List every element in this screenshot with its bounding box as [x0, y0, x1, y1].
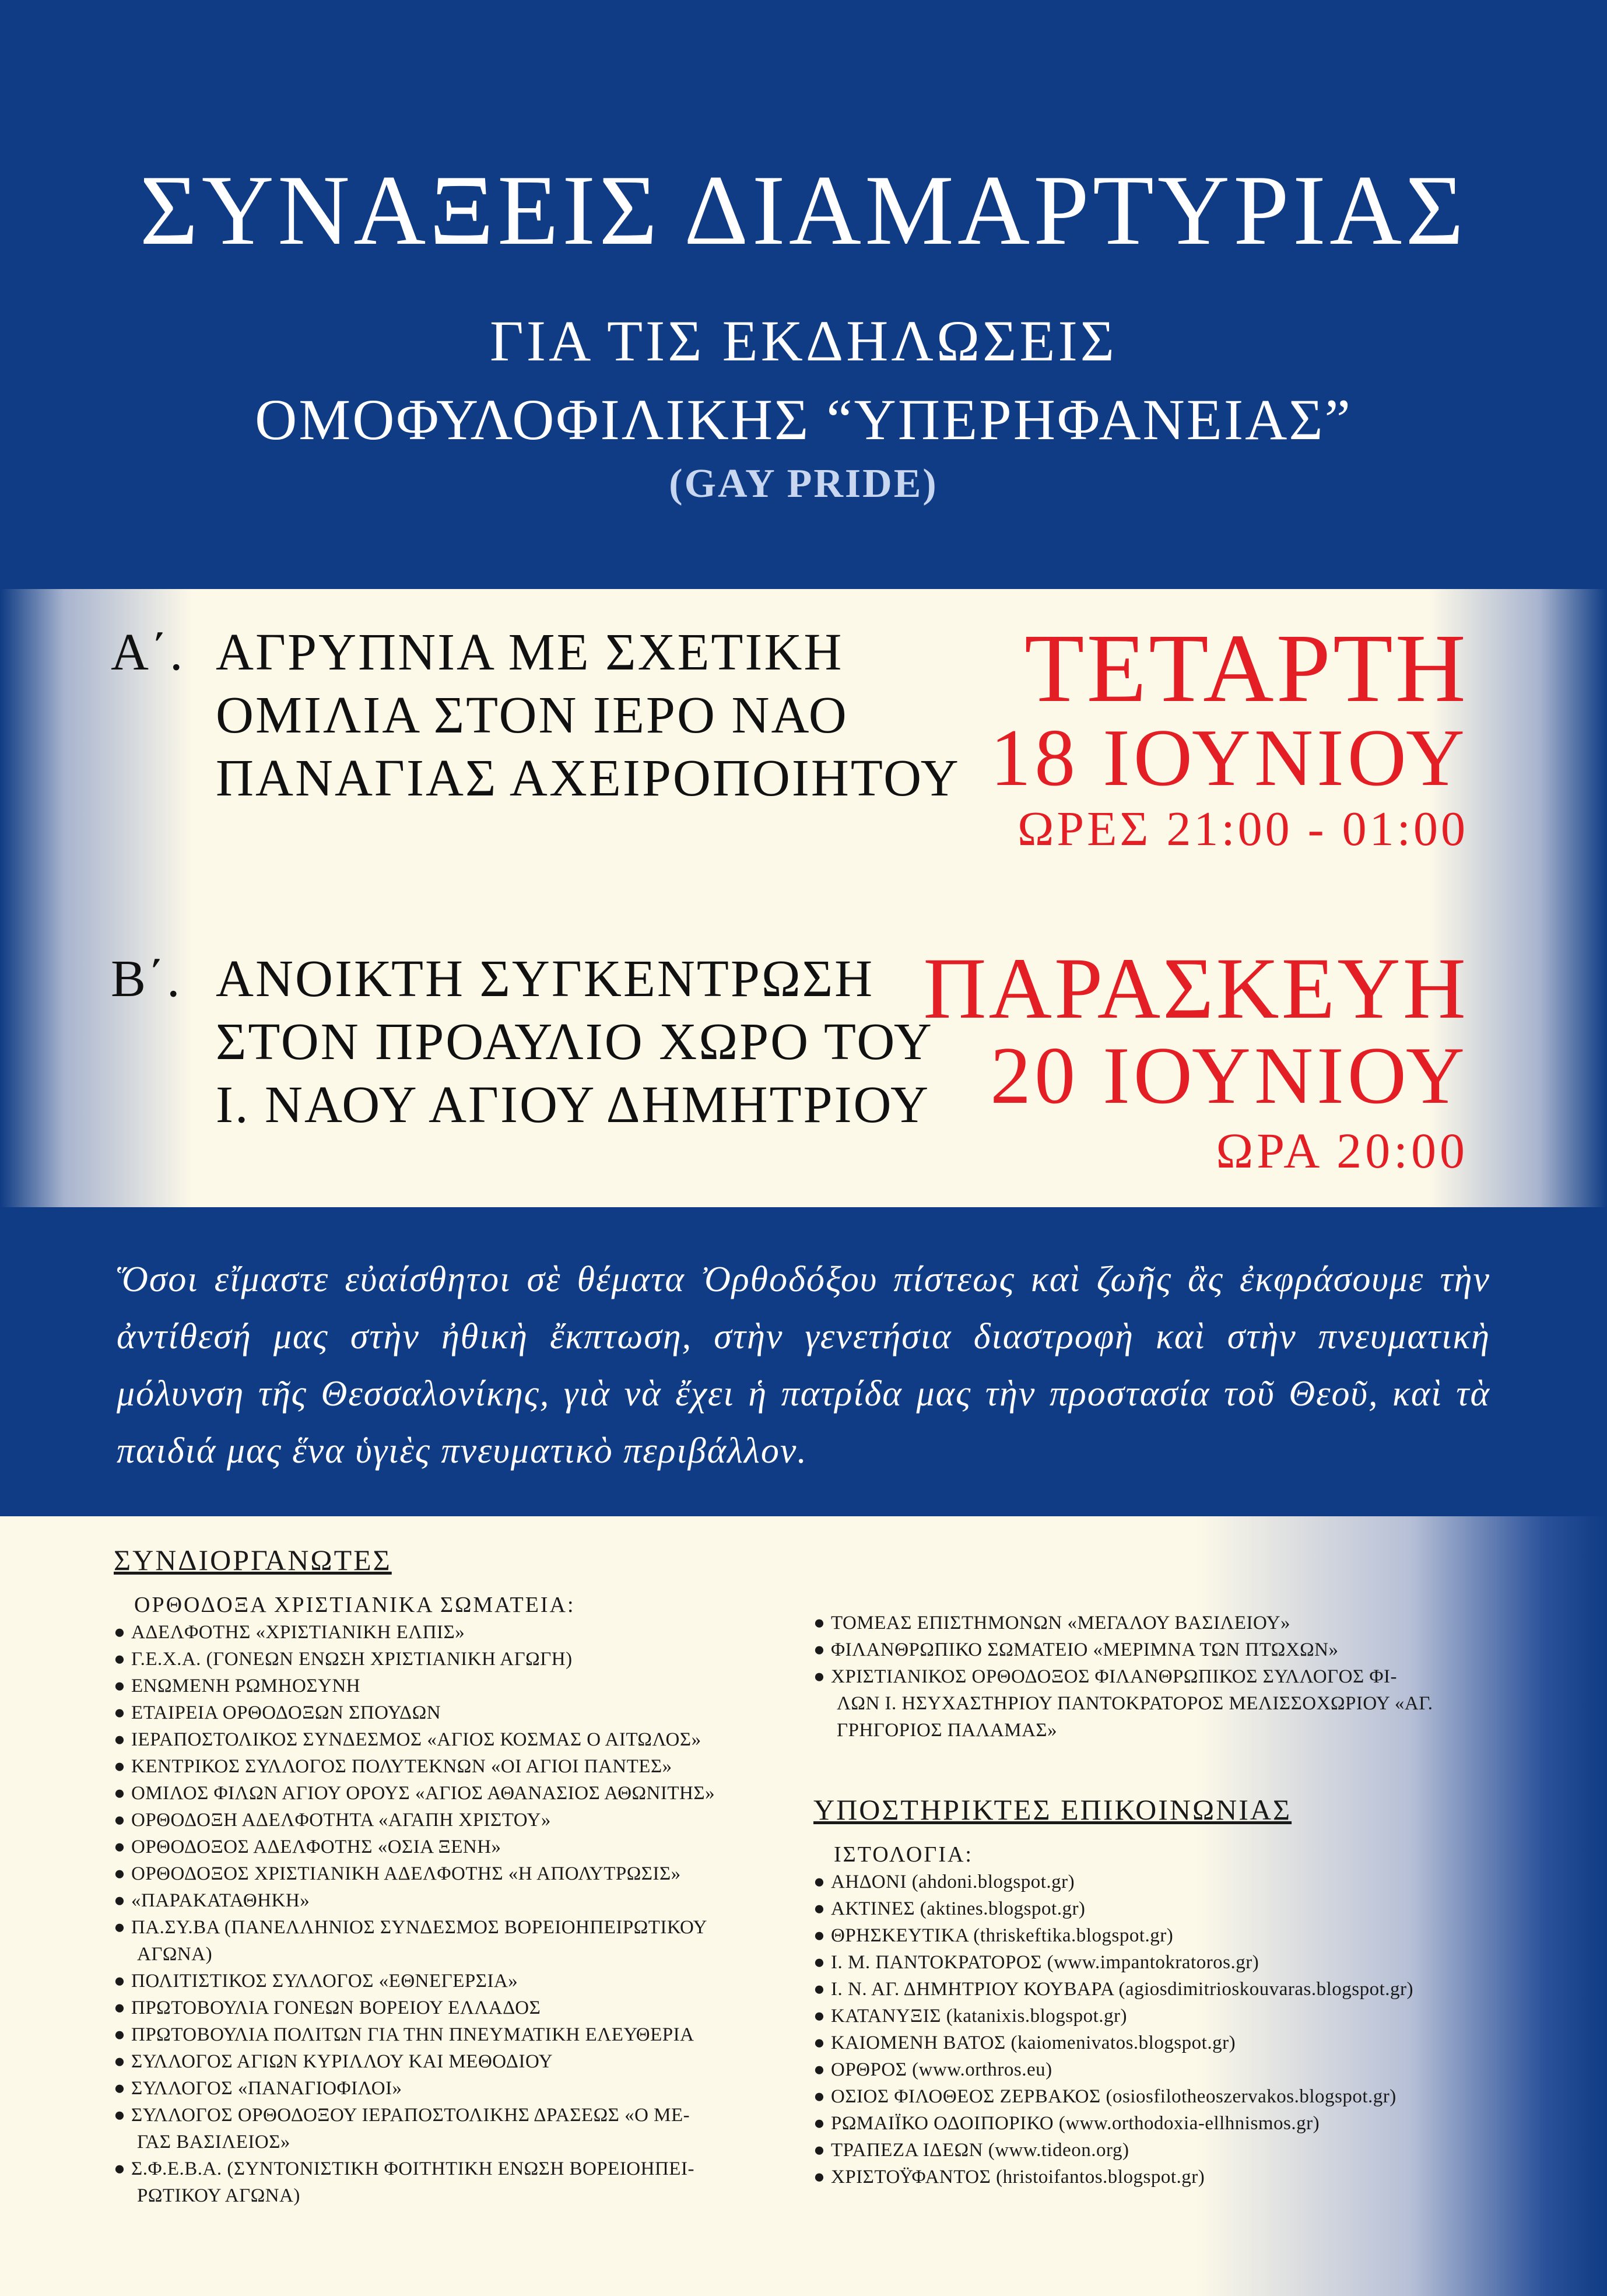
organizer-item-text: ΧΡΙΣΤΙΑΝΙΚΟΣ ΟΡΘΟΔΟΞΟΣ ΦΙΛΑΝΘΡΩΠΙΚΟΣ ΣΥΛΛΟΓΟΣ ΦΙ- [831, 1666, 1398, 1687]
organizer-item [114, 1726, 819, 1753]
bullet-icon: ● [114, 1783, 126, 1804]
supporter-item-text: ΑΚΤΙΝΕΣ (aktines.blogspot.gr) [831, 1898, 1086, 1919]
right-column [813, 1610, 1513, 2190]
bullet-icon: ● [114, 1702, 126, 1723]
bullet-icon: ● [813, 1639, 826, 1660]
event-a-description [111, 621, 960, 810]
bullet-icon: ● [114, 1836, 126, 1857]
organizer-item-text: ΚΕΝΤΡΙΚΟΣ ΣΥΛΛΟΓΟΣ ΠΟΛΥΤΕΚΝΩΝ «ΟΙ ΑΓΙΟΙ ΠΑΝΤΕΣ» [131, 1756, 672, 1777]
organizer-item-text: ΟΜΙΛΟΣ ΦΙΛΩΝ ΑΓΙΟΥ ΟΡΟΥΣ «ΑΓΙΟΣ ΑΘΑΝΑΣΙΟΣ ΑΘΩΝΙΤΗΣ» [131, 1783, 715, 1804]
subtitle-line-2: ΟΜΟΦΥΛΟΦΙΛΙΚΗΣ “ΥΠΕΡΗΦΑΝΕΙΑΣ” [255, 387, 1352, 452]
supporter-item-text: ΧΡΙΣΤΟΫΦΑΝΤΟΣ (hristoifantos.blogspot.gr) [831, 2167, 1205, 2188]
organizer-item-text: ΠΟΛΙΤΙΣΤΙΚΟΣ ΣΥΛΛΟΓΟΣ «ΕΘΝΕΓΕΡΣΙΑ» [131, 1971, 518, 1992]
bullet-icon: ● [114, 1622, 126, 1643]
event-b-date: 20 ΙΟΥΝΙΟΥ [990, 1030, 1468, 1121]
bullet-icon: ● [114, 2158, 126, 2179]
supporter-item-text: ΑΗΔΟΝΙ (ahdoni.blogspot.gr) [831, 1871, 1075, 1892]
supporter-item-text: ΤΡΑΠΕΖΑ ΙΔΕΩΝ (www.tideon.org) [831, 2140, 1129, 2161]
supporter-item [813, 2164, 1513, 2190]
organizer-item [114, 1968, 819, 1994]
organizer-item-text: Γ.Ε.Χ.Α. (ΓΟΝΕΩΝ ΕΝΩΣΗ ΧΡΙΣΤΙΑΝΙΚΗ ΑΓΩΓΗ) [131, 1649, 573, 1670]
event-b-line-1: ΑΝΟΙΚΤΗ ΣΥΓΚΕΝΤΡΩΣΗ [216, 950, 875, 1008]
bullet-icon: ● [114, 1890, 126, 1911]
event-a-date: 18 ΙΟΥΝΙΟΥ [990, 713, 1468, 803]
supporter-item-text: ΟΣΙΟΣ ΦΙΛΟΘΕΟΣ ΖΕΡΒΑΚΟΣ (osiosfilotheoszervakos.blogspot.gr) [831, 2086, 1397, 2107]
organizer-item-text: ΕΝΩΜΕΝΗ ΡΩΜΗΟΣΥΝΗ [131, 1675, 361, 1696]
organizer-item-text-continued: ΡΩΤΙΚΟΥ ΑΓΩΝΑ) [137, 2185, 300, 2206]
subtitle-line-3: (GAY PRIDE) [669, 461, 938, 506]
bullet-icon: ● [114, 1863, 126, 1884]
organizer-item [114, 1834, 819, 1860]
supporter-item [813, 2110, 1513, 2137]
supporter-item-text: ΟΡΘΡΟΣ (www.orthros.eu) [831, 2059, 1052, 2080]
organizer-item [114, 1699, 819, 1726]
bullet-icon: ● [114, 1810, 126, 1831]
organizer-item [813, 1663, 1513, 1744]
organizer-item-text-continued: ΛΩΝ Ι. ΗΣΥΧΑΣΤΗΡΙΟΥ ΠΑΝΤΟΚΡΑΤΟΡΟΣ ΜΕΛΙΣΣΟΧΩΡΙΟΥ «ΑΓ. ΓΡΗΓΟΡΙΟΣ ΠΑΛΑΜΑΣ» [837, 1693, 1433, 1741]
bullet-icon: ● [813, 2086, 826, 2107]
bullet-icon: ● [813, 2059, 826, 2080]
bullet-icon: ● [114, 1917, 126, 1938]
organizer-item [114, 2075, 819, 2102]
organizer-item [114, 1753, 819, 1780]
event-b-description [111, 948, 934, 1137]
bullet-icon: ● [114, 2078, 126, 2099]
event-b-line-3: Ι. ΝΑΟΥ ΑΓΙΟΥ ΔΗΜΗΤΡΙΟΥ [216, 1076, 931, 1134]
bullet-icon: ● [813, 2032, 826, 2053]
organizer-item-text: «ΠΑΡΑΚΑΤΑΘΗΚΗ» [131, 1890, 310, 1911]
organizer-item-text-continued: ΓΑΣ ΒΑΣΙΛΕΙΟΣ» [137, 2132, 290, 2153]
bullet-icon: ● [114, 1649, 126, 1670]
event-a-line-3: ΠΑΝΑΓΙΑΣ ΑΧΕΙΡΟΠΟΙΗΤΟΥ [216, 749, 960, 807]
bullet-icon: ● [114, 2105, 126, 2126]
organizer-item-text: ΙΕΡΑΠΟΣΤΟΛΙΚΟΣ ΣΥΝΔΕΣΜΟΣ «ΑΓΙΟΣ ΚΟΣΜΑΣ Ο ΑΙΤΩΛΟΣ» [131, 1729, 701, 1750]
organizers-list-continued [813, 1610, 1513, 1744]
organizer-item-text: ΣΥΛΛΟΓΟΣ ΑΓΙΩΝ ΚΥΡΙΛΛΟΥ ΚΑΙ ΜΕΘΟΔΙΟΥ [131, 2051, 553, 2072]
organizer-item-text: ΦΙΛΑΝΘΡΩΠΙΚΟ ΣΩΜΑΤΕΙΟ «ΜΕΡΙΜΝΑ ΤΩΝ ΠΤΩΧΩΝ» [831, 1639, 1339, 1660]
bullet-icon: ● [114, 1997, 126, 2018]
organizer-item-text: ΠΡΩΤΟΒΟΥΛΙΑ ΠΟΛΙΤΩΝ ΓΙΑ ΤΗΝ ΠΝΕΥΜΑΤΙΚΗ ΕΛΕΥΘΕΡΙΑ [131, 2024, 694, 2045]
supporter-item [813, 1976, 1513, 2003]
supporter-item [813, 1895, 1513, 1922]
supporters-subheading: ΙΣΤΟΛΟΓΙΑ: [834, 1842, 973, 1867]
bullet-icon: ● [114, 1971, 126, 1992]
events-band [0, 589, 1607, 1207]
bullet-icon: ● [114, 2051, 126, 2072]
supporter-item-text: ΘΡΗΣΚΕΥΤΙΚΑ (thriskeftika.blogspot.gr) [831, 1925, 1174, 1946]
event-a-time: ΩΡΕΣ 21:00 - 01:00 [1017, 802, 1468, 856]
supporter-item-text: ΚΑΙΟΜΕΝΗ ΒΑΤΟΣ (kaiomenivatos.blogspot.gr) [831, 2032, 1236, 2053]
organizers-heading: ΣΥΝΔΙΟΡΓΑΝΩΤΕΣ [114, 1544, 392, 1576]
organizer-item [114, 2155, 819, 2209]
organizer-item-text: ΟΡΘΟΔΟΞΟΣ ΧΡΙΣΤΙΑΝΙΚΗ ΑΔΕΛΦΟΤΗΣ «Η ΑΠΟΛΥΤΡΩΣΙΣ» [131, 1863, 681, 1884]
subtitle-line-1: ΓΙΑ ΤΙΣ ΕΚΔΗΛΩΣΕΙΣ [489, 309, 1118, 373]
event-a-number: Α΄. [111, 623, 185, 681]
event-b-day: ΠΑΡΑΣΚΕΥΗ [923, 940, 1468, 1037]
bullet-icon: ● [114, 1729, 126, 1750]
supporter-item [813, 2083, 1513, 2110]
supporter-item [813, 1949, 1513, 1976]
organizer-item [114, 1887, 819, 1914]
supporters-heading: ΥΠΟΣΤΗΡΙΚΤΕΣ ΕΠΙΚΟΙΝΩΝΙΑΣ [813, 1793, 1292, 1826]
supporter-item [813, 1922, 1513, 1949]
event-b-time: ΩΡΑ 20:00 [1216, 1123, 1468, 1179]
organizer-item-text-continued: ΑΓΩΝΑ) [137, 1944, 213, 1965]
bullet-icon: ● [114, 1675, 126, 1696]
bullet-icon: ● [813, 2006, 826, 2027]
organizer-item-text: ΣΥΛΛΟΓΟΣ «ΠΑΝΑΓΙΟΦΙΛΟΙ» [131, 2078, 402, 2099]
organizer-item [114, 2021, 819, 2048]
bullet-icon: ● [813, 1871, 826, 1892]
organizer-item-text: ΟΡΘΟΔΟΞΗ ΑΔΕΛΦΟΤΗΤΑ «ΑΓΑΠΗ ΧΡΙΣΤΟΥ» [131, 1810, 551, 1831]
supporter-item [813, 2003, 1513, 2029]
lists-section [0, 1516, 1607, 2296]
organizer-item [813, 1610, 1513, 1636]
bullet-icon: ● [813, 2113, 826, 2134]
bullet-icon: ● [813, 2140, 826, 2161]
bullet-icon: ● [813, 1952, 826, 1973]
organizer-item [114, 1673, 819, 1699]
organizer-item [114, 1619, 819, 1646]
bullet-icon: ● [813, 1613, 826, 1634]
organizer-item-text: ΟΡΘΟΔΟΞΟΣ ΑΔΕΛΦΟΤΗΣ «ΟΣΙΑ ΞΕΝΗ» [131, 1836, 501, 1857]
bullet-icon: ● [813, 1925, 826, 1946]
supporter-item-text: ΡΩΜΑΙΪΚΟ ΟΔΟΙΠΟΡΙΚΟ (www.orthodoxia-ellhnismos.gr) [831, 2113, 1320, 2134]
bullet-icon: ● [813, 1898, 826, 1919]
spacer [813, 1744, 1513, 1789]
bullet-icon: ● [813, 2167, 826, 2188]
supporter-item-text: Ι. Ν. ΑΓ. ΔΗΜΗΤΡΙΟΥ ΚΟΥΒΑΡΑ (agiosdimitrioskouvaras.blogspot.gr) [831, 1979, 1414, 2000]
event-b-number: Β΄. [111, 950, 182, 1008]
organizers-column [114, 1540, 819, 2209]
quote-text: Ὅσοι εἴμαστε εὐαίσθητοι σὲ θέματα Ὀρθοδόξου πίστεως καὶ ζωῆς ἂς ἐκφράσουμε τὴν ἀντίθεσή μας στὴν ἠθικὴ ἔκπτωση, στὴν γενετήσια διαστροφὴ καὶ στὴν πνευματικὴ μόλυνση τῆς Θεσσαλονίκης, γιὰ νὰ ἔχει ἡ πατρίδα μας τὴν προστασία τοῦ Θεοῦ, καὶ τὰ παιδιά μας ἕνα ὑγιὲς πνευματικὸ περιβάλλον. [117, 1260, 1490, 1471]
organizer-item [813, 1636, 1513, 1663]
supporter-item [813, 2056, 1513, 2083]
organizer-item [114, 1994, 819, 2021]
organizer-item-text: ΑΔΕΛΦΟΤΗΣ «ΧΡΙΣΤΙΑΝΙΚΗ ΕΛΠΙΣ» [131, 1622, 465, 1643]
supporter-item [813, 2137, 1513, 2164]
event-a-day: ΤΕΤΑΡΤΗ [1024, 614, 1468, 723]
supporter-item-text: ΚΑΤΑΝΥΞΙΣ (katanixis.blogspot.gr) [831, 2006, 1128, 2027]
organizer-item-text: ΠΡΩΤΟΒΟΥΛΙΑ ΓΟΝΕΩΝ ΒΟΡΕΙΟΥ ΕΛΛΑΔΟΣ [131, 1997, 541, 2018]
organizer-item [114, 1646, 819, 1673]
event-a-line-2: ΟΜΙΛΙΑ ΣΤΟΝ ΙΕΡΟ ΝΑΟ [216, 686, 848, 744]
supporter-item [813, 2029, 1513, 2056]
organizer-item-text: ΣΥΛΛΟΓΟΣ ΟΡΘΟΔΟΞΟΥ ΙΕΡΑΠΟΣΤΟΛΙΚΗΣ ΔΡΑΣΕΩΣ «Ο ΜΕ- [131, 2105, 690, 2126]
bullet-icon: ● [813, 1666, 826, 1687]
organizer-item [114, 1860, 819, 1887]
bullet-icon: ● [114, 2024, 126, 2045]
organizer-item [114, 2102, 819, 2155]
supporters-list [813, 1869, 1513, 2190]
event-b-line-2: ΣΤΟΝ ΠΡΟΑΥΛΙΟ ΧΩΡΟ ΤΟΥ [216, 1013, 934, 1071]
header [0, 0, 1607, 589]
supporter-item-text: Ι. Μ. ΠΑΝΤΟΚΡΑΤΟΡΟΣ (www.impantokratoros.gr) [831, 1952, 1259, 1973]
organizer-item-text: Σ.Φ.Ε.Β.Α. (ΣΥΝΤΟΝΙΣΤΙΚΗ ΦΟΙΤΗΤΙΚΗ ΕΝΩΣΗ ΒΟΡΕΙΟΗΠΕΙ- [131, 2158, 694, 2179]
bullet-icon: ● [813, 1979, 826, 2000]
organizer-item-text: ΠΑ.ΣΥ.ΒΑ (ΠΑΝΕΛΛΗΝΙΟΣ ΣΥΝΔΕΣΜΟΣ ΒΟΡΕΙΟΗΠΕΙΡΩΤΙΚΟΥ [131, 1917, 707, 1938]
organizer-item [114, 2048, 819, 2075]
organizers-list [114, 1619, 819, 2209]
organizer-item [114, 1780, 819, 1807]
supporter-item [813, 1869, 1513, 1895]
organizer-item-text: ΕΤΑΙΡΕΙΑ ΟΡΘΟΔΟΞΩΝ ΣΠΟΥΔΩΝ [131, 1702, 441, 1723]
page-title: ΣΥΝΑΞΕΙΣ ΔΙΑΜΑΡΤΥΡΙΑΣ [139, 155, 1468, 266]
bullet-icon: ● [114, 1756, 126, 1777]
organizer-item-text: ΤΟΜΕΑΣ ΕΠΙΣΤΗΜΟΝΩΝ «ΜΕΓΑΛΟΥ ΒΑΣΙΛΕΙΟΥ» [831, 1613, 1291, 1634]
organizer-item [114, 1807, 819, 1834]
organizers-subheading: ΟΡΘΟΔΟΞΑ ΧΡΙΣΤΙΑΝΙΚΑ ΣΩΜΑΤΕΙΑ: [134, 1593, 576, 1617]
event-a-line-1: ΑΓΡΥΠΝΙΑ ΜΕ ΣΧΕΤΙΚΗ [216, 623, 844, 681]
organizer-item [114, 1914, 819, 1968]
quote-band [0, 1207, 1607, 1516]
